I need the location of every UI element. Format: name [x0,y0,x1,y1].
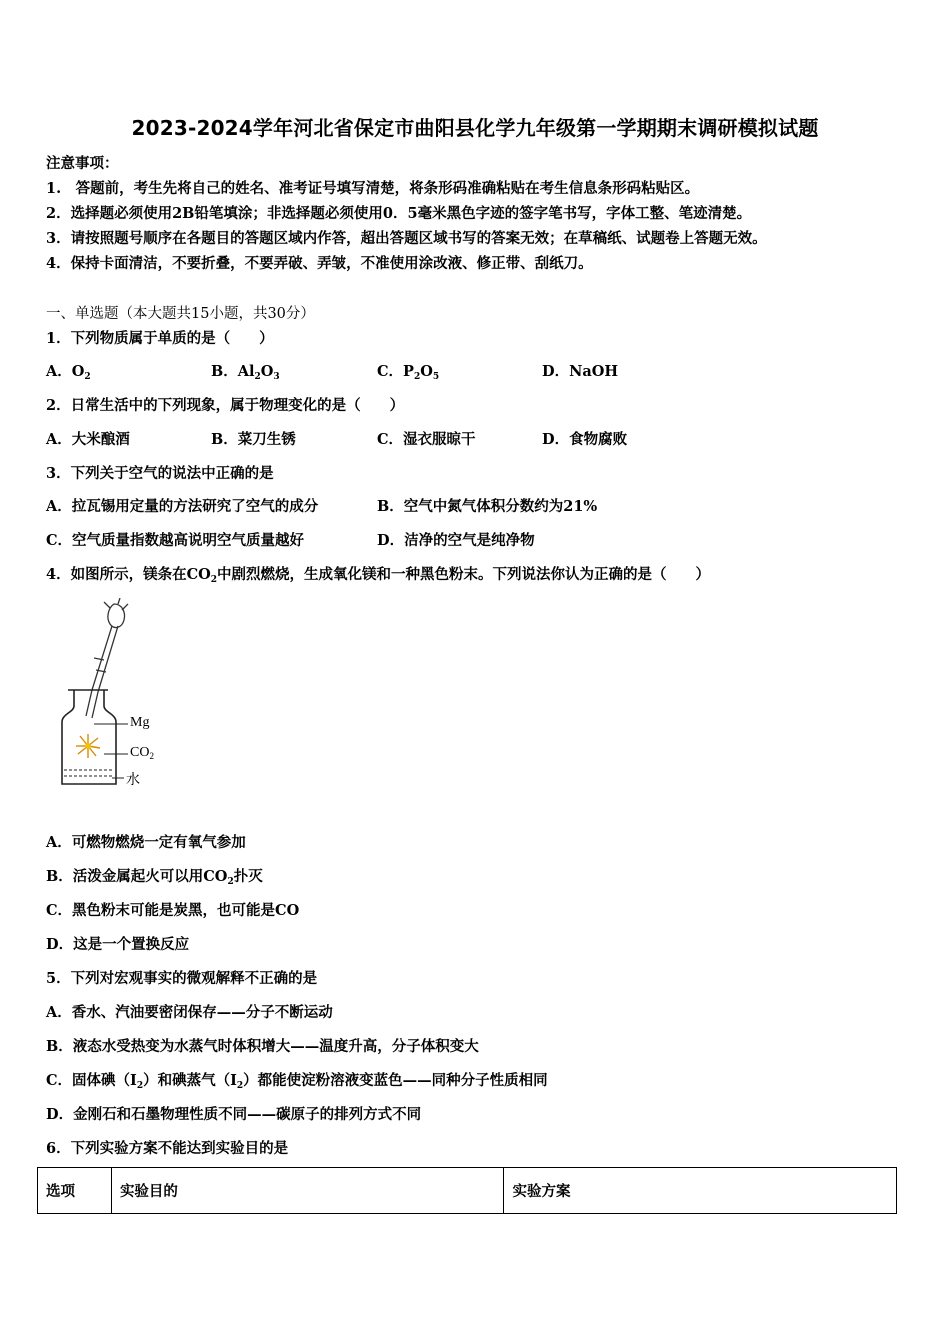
water-icon [64,770,114,776]
q3-option-a: A．拉瓦锡用定量的方法研究了空气的成分 [46,498,319,515]
q6-table [37,1167,897,1214]
page-title: 2023-2024学年河北省保定市曲阳县化学九年级第一学期期末调研模拟试题 [131,116,819,140]
q2-option-a: A．大米酿酒 [46,431,130,448]
figure-label-water: 水 [126,772,140,788]
q5-stem: 5．下列对宏观事实的微观解释不正确的是 [46,970,318,987]
q4-option-d: D．这是一个置换反应 [46,936,190,953]
q2-option-d: D．食物腐败 [542,431,628,448]
section-heading: 一、单选题（本大题共15小题，共30分） [46,306,315,322]
q4-stem: 4．如图所示，镁条在$CO_2$中剧烈燃烧，生成氧化镁和一种黑色粉末。下列说法你认为正确的是（ ） [46,566,711,585]
table-row [38,1168,897,1214]
table-header-option: 选项 [38,1168,112,1214]
notice-item-2: 2．选择题必须使用2B铅笔填涂；非选择题必须使用0．5毫米黑色字迹的签字笔书写，字体工整、笔迹清楚。 [46,205,752,222]
q1-option-a: A．$O_2$ [46,363,91,382]
mg-combustion-figure [52,598,172,794]
figure-label-co2: $CO_2$ [130,745,154,761]
q3-stem: 3．下列关于空气的说法中正确的是 [46,465,274,482]
table-header-method: 实验方案 [504,1168,897,1214]
q2-stem: 2．日常生活中的下列现象，属于物理变化的是（ ） [46,397,405,414]
q1-option-d: D．NaOH [542,363,619,380]
q6-stem: 6．下列实验方案不能达到实验目的是 [46,1140,289,1157]
mg-bottle-illustration [52,598,172,794]
flame-core-icon [85,743,91,749]
q4-option-a: A．可燃物燃烧一定有氧气参加 [46,834,246,851]
q1-option-c: C．$P_2O_5$ [377,363,440,382]
tongs-icon [86,598,128,718]
q3-option-b: B．空气中氮气体积分数约为21% [377,498,598,515]
q1-option-b: B．$Al_2O_3$ [211,363,280,382]
q5-option-a: A．香水、汽油要密闭保存——分子不断运动 [46,1004,333,1021]
notice-item-3: 3．请按照题号顺序在各题目的答题区域内作答，超出答题区域书写的答案无效；在草稿纸、试题卷上答题无效。 [46,230,767,247]
notice-item-4: 4．保持卡面清洁，不要折叠，不要弄破、弄皱，不准使用涂改液、修正带、刮纸刀。 [46,255,593,272]
q5-option-d: D．金刚石和石墨物理性质不同——碳原子的排列方式不同 [46,1106,422,1123]
q1-stem: 1．下列物质属于单质的是（ ） [46,330,274,347]
q3-option-d: D．洁净的空气是纯净物 [377,532,535,549]
q4-option-b: B．活泼金属起火可以用$CO_2$扑灭 [46,868,263,887]
q5-option-c: C．固体碘$(I_2)$和碘蒸气$(I_2)$都能使淀粉溶液变蓝色——同种分子性质相同 [46,1072,548,1091]
figure-label-mg: Mg [130,715,150,730]
q5-option-b: B．液态水受热变为水蒸气时体积增大——温度升高，分子体积变大 [46,1038,479,1055]
q4-option-c: C．黑色粉末可能是炭黑，也可能是CO [46,902,300,919]
q3-option-c: C．空气质量指数越高说明空气质量越好 [46,532,305,549]
q2-option-b: B．菜刀生锈 [211,431,296,448]
q2-option-c: C．湿衣服晾干 [377,431,476,448]
notice-heading: 注意事项： [46,155,119,172]
table-header-purpose: 实验目的 [111,1168,504,1214]
notice-item-1: 1. 答题前，考生先将自己的姓名、准考证号填写清楚，将条形码准确粘贴在考生信息条形码粘贴区。 [46,180,700,197]
